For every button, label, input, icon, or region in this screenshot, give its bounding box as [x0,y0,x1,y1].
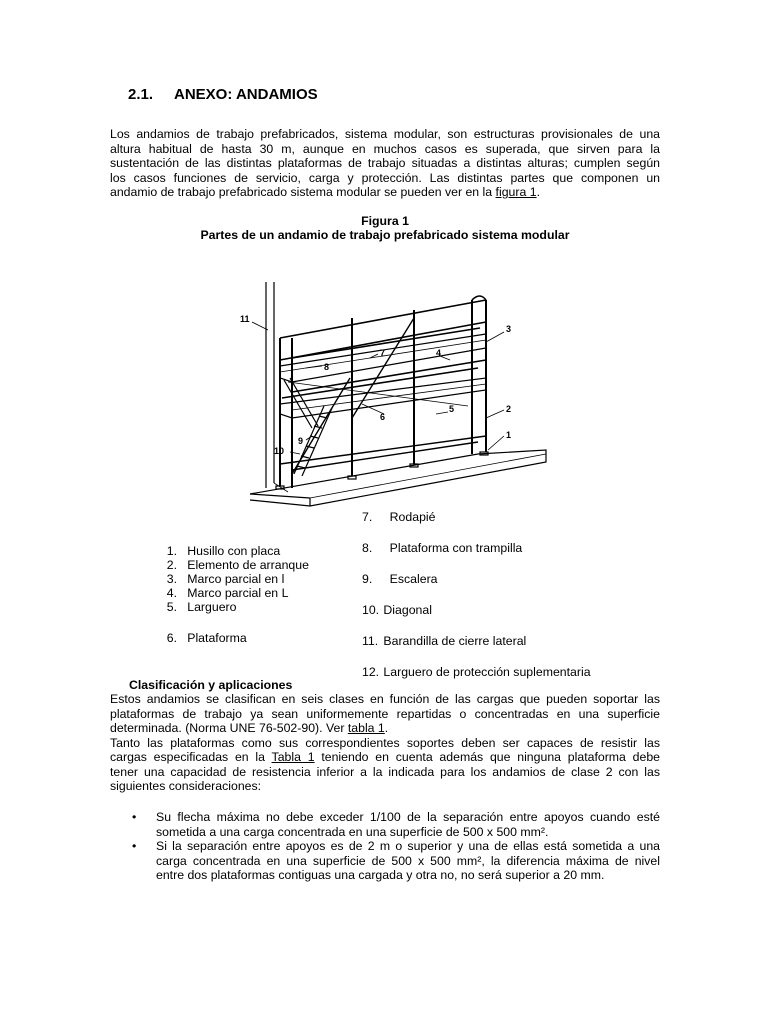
legend-item: 1. Husillo con placa [166,544,281,558]
section-title: ANEXO: ANDAMIOS [174,86,318,103]
legend-item: 10. Diagonal [362,603,432,617]
top-platform [280,334,486,406]
legend-item: 12. Larguero de protección suplementaria [362,665,591,679]
callout-4: 4 [436,348,442,358]
legend-item: 2. Elemento de arranque [166,558,309,572]
ground-slab [250,450,546,506]
paragraph-line: Tanto las plataformas como sus correspondientes soportes deben ser capaces de resistir las [110,735,660,750]
building-wall [266,282,288,492]
tabla-1-link[interactable]: tabla 1 [347,721,385,735]
bullet-icon: • [132,810,137,824]
intro-line: altura habitual de hasta 30 m, aunque en muchos casos es superada, que sirven para la [110,141,660,156]
legend-left [163,544,363,654]
legend-item: 8. Plataforma con trampilla [362,541,523,555]
callout-8: 8 [324,362,330,372]
callout-3: 3 [506,324,512,334]
legend-right [362,510,662,682]
tabla-1-link-2[interactable]: Tabla 1 [271,750,315,764]
base-ledgers [280,436,486,470]
legend-item: 11. Barandilla de cierre lateral [362,634,527,648]
paragraph-line: tener una capacidad de resistencia inferior a la indicada para los andamios de clase 2 con las [110,764,660,779]
callout-5: 5 [449,404,455,414]
paragraph-line: plataformas de trabajo ya sean uniformemente repartidas o concentradas en una superficie [110,706,660,721]
legend-item: 4. Marco parcial en L [166,586,289,600]
intro-line: Los andamios de trabajo prefabricados, sistema modular, son estructuras provisionales de una [110,127,660,141]
intro-paragraph [110,127,660,200]
legend-item: 5. Larguero [166,600,237,614]
paragraph-line: determinada. (Norma UNE 76-502-90). Ver tabla 1. [110,721,389,735]
legend-item: 6. Plataforma [166,631,247,645]
callout-6: 6 [380,412,386,422]
callout-7: 7 [380,348,386,358]
bullet-icon: • [132,839,137,853]
paragraph-line: cargas especificadas en la Tabla 1 teniendo en cuenta además que ninguna plataforma debe [110,750,660,764]
legend-item: 3. Marco parcial en l [166,572,285,586]
callout-1: 1 [506,430,512,440]
callout-11: 11 [240,314,250,324]
classification-paragraph [110,692,660,794]
callout-10: 10 [274,446,285,456]
classification-heading: Clasificación y aplicaciones [129,678,293,692]
figure-caption: Partes de un andamio de trabajo prefabricado sistema modular [200,228,570,242]
section-number: 2.1. [128,86,154,103]
section-heading [128,86,318,103]
paragraph-line: Estos andamios se clasifican en seis clases en función de las cargas que pueden soportar las [110,692,660,706]
intro-line: andamio de trabajo prefabricado sistema modular se pueden ver en la figura 1. [110,185,540,199]
paragraph-line: siguientes consideraciones: [110,779,262,793]
callout-9: 9 [298,436,304,446]
legend-item: 7. Rodapié [362,510,436,524]
callout-2: 2 [506,404,512,414]
considerations-list [132,810,660,890]
scaffold-diagram [228,278,560,508]
intro-line: sustentación de las distintas plataformas de trabajo situadas a distintas alturas; cumplen según [110,156,660,170]
intro-line: los casos funciones de servicio, carga y protección. Las distintas partes que componen un [110,170,660,185]
legend-item: 9. Escalera [362,572,438,586]
figure-label: Figura 1 [361,214,409,228]
list-item: • Su flecha máxima no debe exceder 1/100 de la separación entre apoyos cuando esté sometida a una carga concentrada en una superficie de 500 x 500 mm². [132,810,660,839]
list-item: • Si la separación entre apoyos es de 2 m o superior y una de ellas está sometida a una carga concentrada en una superficie de 500 x 500 mm², la diferencia máxima de nivel entre dos plataformas contiguas una cargada y otra no, no será superior a 20 mm. [132,839,660,882]
figura-1-link[interactable]: figura 1 [495,185,537,199]
